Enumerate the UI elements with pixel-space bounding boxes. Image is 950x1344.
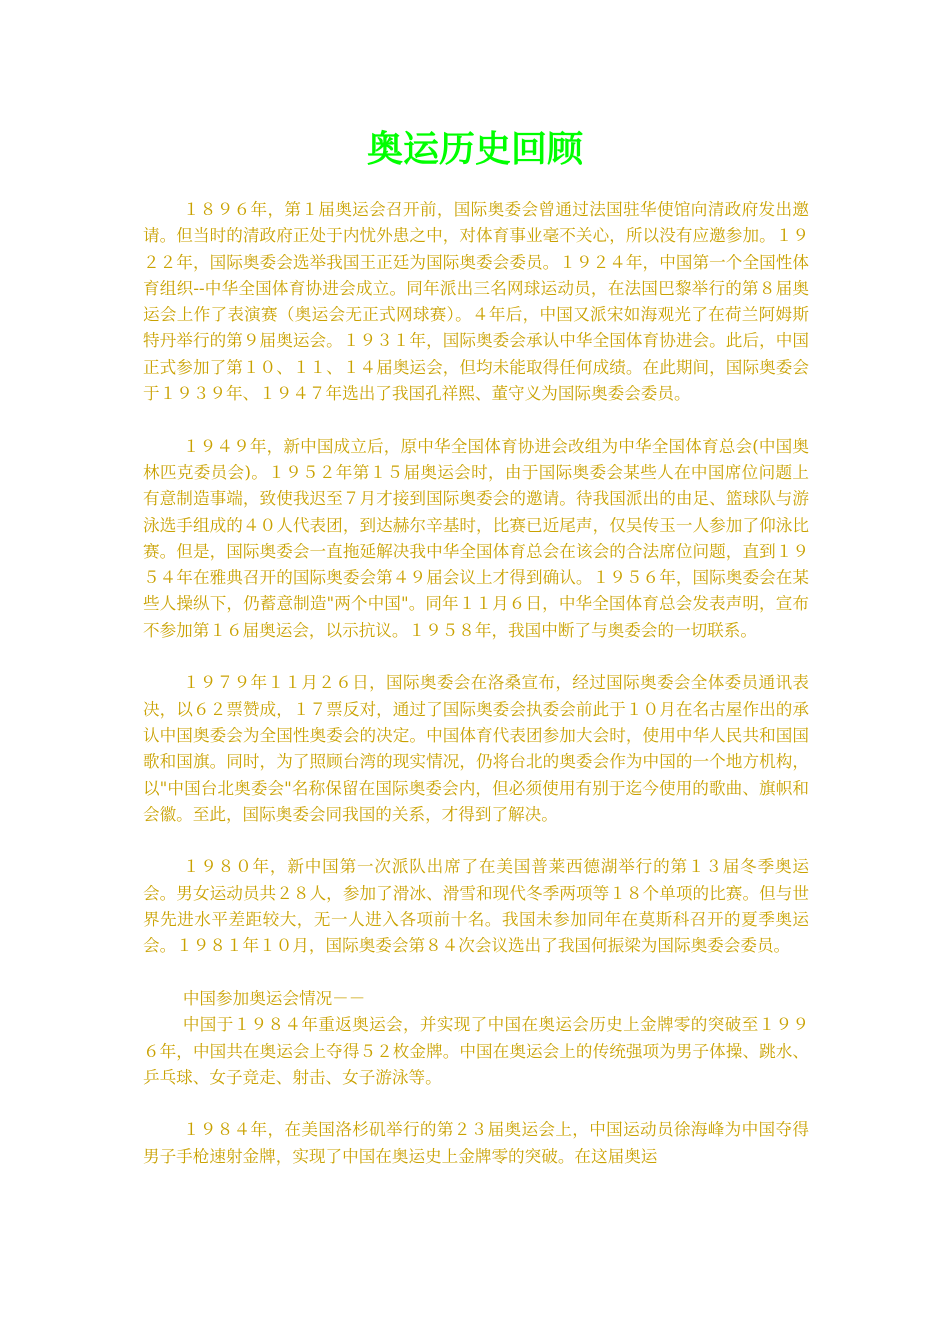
paragraph-1896-history: １８９６年，第１届奥运会召开前，国际奥委会曾通过法国驻华使馆向清政府发出邀请。但当时的清政府正处于内忧外患之中，对体育事业毫不关心，所以没有应邀参加。１９２２年，国际奥委会选举我国王正廷为国际奥委会委员。１９２４年，中国第一个全国性体育组织--中华全国体育协进会成立。同年派出三名网球运动员，在法国巴黎举行的第８届奥运会上作了表演赛（奥运会无正式网球赛）。４年后，中国又派宋如海观光了在荷兰阿姆斯特丹举行的第９届奥运会。１９３１年，国际奥委会承认中华全国体育协进会。此后，中国正式参加了第１０、１１、１４届奥运会，但均未能取得任何成绩。在此期间，国际奥委会于１９３９年、１９４７年选出了我国孔祥熙、董守义为国际奥委会委员。: [143, 200, 809, 404]
page-title: 奥运历史回顾: [366, 128, 583, 170]
paragraph-1980-history: １９８０年，新中国第一次派队出席了在美国普莱西德湖举行的第１３届冬季奥运会。男女运动员共２８人，参加了滑冰、滑雪和现代冬季两项等１８个单项的比赛。但与世界先进水平差距较大，无一人进入各项前十名。我国未参加同年在莫斯科召开的夏季奥运会。１９８１年１０月，国际奥委会第８４次会议选出了我国何振梁为国际奥委会委员。: [143, 857, 809, 956]
paragraph-participation-summary: 中国于１９８４年重返奥运会，并实现了中国在奥运会历史上金牌零的突破至１９９６年，中国共在奥运会上夺得５２枚金牌。中国在奥运会上的传统强项为男子体操、跳水、乒乓球、女子竞走、射击、女子游泳等。: [143, 1015, 809, 1087]
section-heading-participation: 中国参加奥运会情况－－: [182, 988, 366, 1008]
paragraph-1949-history: １９４９年，新中国成立后，原中华全国体育协进会改组为中华全国体育总会(中国奥林匹克委员会)。１９５２年第１５届奥运会时，由于国际奥委会某些人在中国席位问题上有意制造事端，致使我迟至７月才接到国际奥委会的邀请。待我国派出的由足、篮球队与游泳选手组成的４０人代表团，到达赫尔辛基时，比赛已近尾声，仅吴传玉一人参加了仰泳比赛。但是，国际奥委会一直拖延解决我中华全国体育总会在该会的合法席位问题，直到１９５４年在雅典召开的国际奥委会第４９届会议上才得到确认。１９５６年，国际奥委会在某些人操纵下，仍蓄意制造"两个中国"。同年１１月６日，中华全国体育总会发表声明，宣布不参加第１６届奥运会，以示抗议。１９５８年，我国中断了与奥委会的一切联系。: [143, 436, 809, 640]
paragraph-1984-history: １９８４年，在美国洛杉矶举行的第２３届奥运会上，中国运动员徐海峰为中国夺得男子手枪速射金牌，实现了中国在奥运史上金牌零的突破。在这届奥运: [143, 1120, 809, 1166]
paragraph-1979-history: １９７９年１１月２６日，国际奥委会在洛桑宣布，经过国际奥委会全体委员通讯表决，以６２票赞成，１７票反对，通过了国际奥委会执委会前此于１０月在名古屋作出的承认中国奥委会为全国性奥委会的决定。中国体育代表团参加大会时，使用中华人民共和国国歌和国旗。同时，为了照顾台湾的现实情况，仍将台北的奥委会作为中国的一个地方机构，以"中国台北奥委会"名称保留在国际奥委会内，但必须使用有别于迄今使用的歌曲、旗帜和会徽。至此，国际奥委会同我国的关系，才得到了解决。: [143, 673, 809, 824]
article-body: [143, 197, 809, 1196]
